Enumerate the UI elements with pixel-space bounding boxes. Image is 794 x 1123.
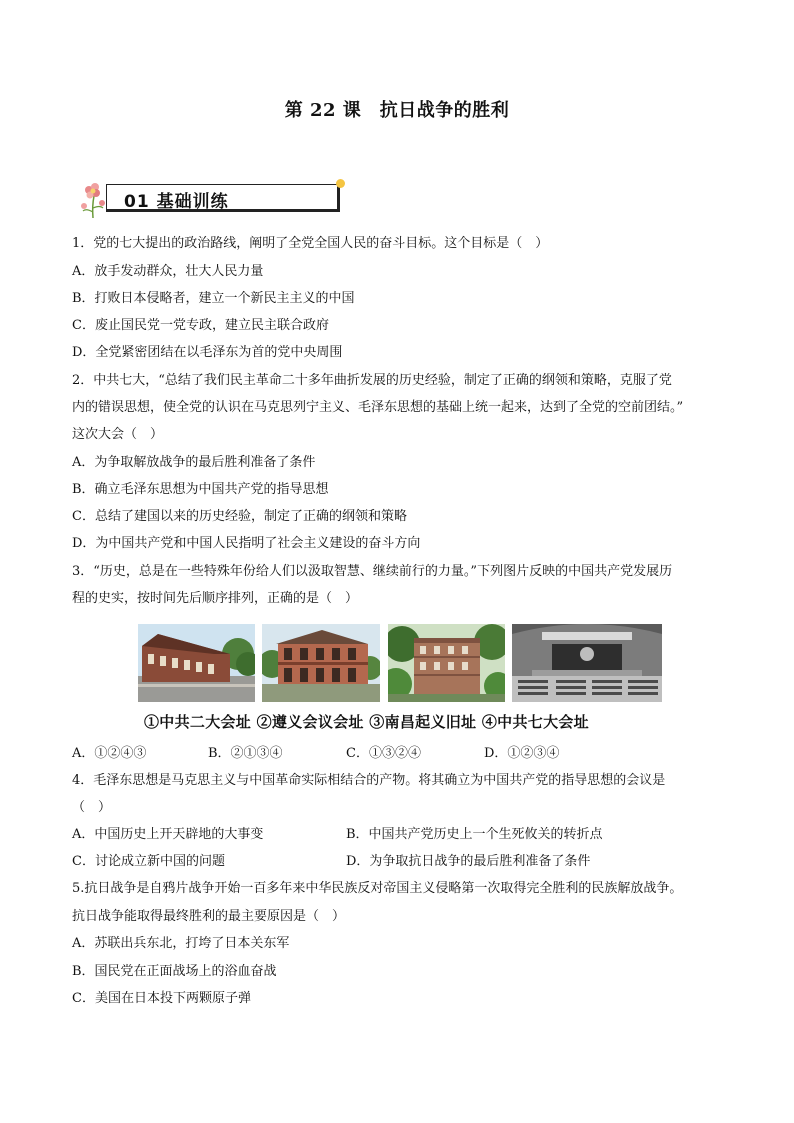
q4-stem-line1: 4．毛泽东思想是马克思主义与中国革命实际相结合的产物。将其确立为中国共产党的指导思想的会议是 xyxy=(72,773,666,788)
photo-nanchang-uprising-site xyxy=(388,624,505,702)
q4-option-d: D．为争取抗日战争的最后胜利准备了条件 xyxy=(346,854,591,869)
photo-caption: ①中共二大会址 ②遵义会议会址 ③南昌起义旧址 ④中共七大会址 xyxy=(144,713,589,731)
q2-stem-line3: 这次大会（ ） xyxy=(72,427,164,442)
photo-cpc-seventh-congress-site xyxy=(512,624,662,702)
q1-stem: 1．党的七大提出的政治路线，阐明了全党全国人民的奋斗目标。这个目标是（ ） xyxy=(72,236,549,251)
q4-option-b: B．中国共产党历史上一个生死攸关的转折点 xyxy=(346,827,603,842)
q1-option-d: D．全党紧密团结在以毛泽东为首的党中央周围 xyxy=(72,345,343,360)
section-dot xyxy=(336,179,345,188)
q3-option-d: D．①②③④ xyxy=(484,746,560,761)
q5-option-c: C．美国在日本投下两颗原子弹 xyxy=(72,991,251,1006)
q3-option-b: B．②①③④ xyxy=(208,746,283,761)
photo-cpc-second-congress-site xyxy=(138,624,255,702)
q2-option-d: D．为中国共产党和中国人民指明了社会主义建设的奋斗方向 xyxy=(72,536,421,551)
section-label: 01 基础训练 xyxy=(124,192,229,212)
photo-zunyi-conference-site xyxy=(262,624,380,702)
q5-option-b: B．国民党在正面战场上的浴血奋战 xyxy=(72,964,277,979)
q2-stem-line1: 2．中共七大，“总结了我们民主革命二十多年曲折发展的历史经验，制定了正确的纲领和策略，克服了党 xyxy=(72,373,672,388)
q3-stem-line1: 3．“历史，总是在一些特殊年份给人们以汲取智慧、继续前行的力量。”下列图片反映的中国共产党发展历 xyxy=(72,564,673,579)
q1-option-c: C．废止国民党一党专政，建立民主联合政府 xyxy=(72,318,329,333)
photo-gallery xyxy=(138,624,662,704)
q3-option-a: A．①②④③ xyxy=(72,746,147,761)
q2-option-b: B．确立毛泽东思想为中国共产党的指导思想 xyxy=(72,482,329,497)
q4-option-c: C．讨论成立新中国的问题 xyxy=(72,854,225,869)
q2-option-c: C．总结了建国以来的历史经验，制定了正确的纲领和策略 xyxy=(72,509,407,524)
q1-option-b: B．打败日本侵略者，建立一个新民主主义的中国 xyxy=(72,291,355,306)
q3-stem-line2: 程的史实，按时间先后顺序排列，正确的是（ ） xyxy=(72,591,359,606)
q4-stem-line2: （ ） xyxy=(72,800,112,815)
q2-option-a: A．为争取解放战争的最后胜利准备了条件 xyxy=(72,455,316,470)
q1-option-a: A．放手发动群众，壮大人民力量 xyxy=(72,264,264,279)
flower-icon xyxy=(78,178,108,220)
q3-option-c: C．①③②④ xyxy=(346,746,421,761)
section-header xyxy=(78,178,278,222)
q2-stem-line2: 内的错误思想，使全党的认识在马克思列宁主义、毛泽东思想的基础上统一起来，达到了全党的空前团结。” xyxy=(72,400,684,415)
q4-option-a: A．中国历史上开天辟地的大事变 xyxy=(72,827,264,842)
q5-stem-line2: 抗日战争能取得最终胜利的最主要原因是（ ） xyxy=(72,909,346,924)
page-title: 第 22 课 抗日战争的胜利 xyxy=(284,100,510,121)
q5-stem-line1: 5.抗日战争是自鸦片战争开始一百多年来中华民族反对帝国主义侵略第一次取得完全胜利的民族解放战争。 xyxy=(72,881,683,896)
q5-option-a: A．苏联出兵东北，打垮了日本关东军 xyxy=(72,936,290,951)
